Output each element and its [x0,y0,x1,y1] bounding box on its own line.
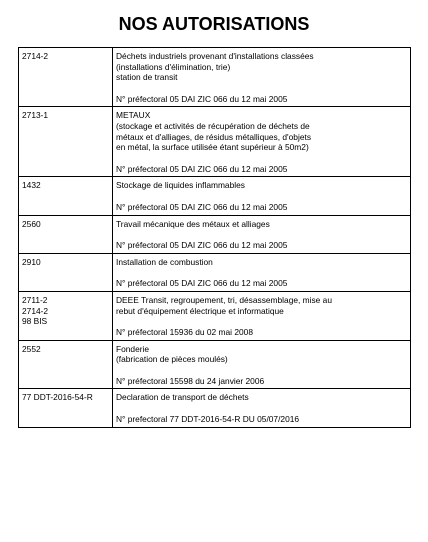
authorization-description: Stockage de liquides inflammables [116,180,245,191]
table-row [19,177,411,215]
prefectoral-reference: N° prefectoral 77 DDT-2016-54-R DU 05/07/2016 [116,414,300,425]
authorization-code: 2713-1 [19,107,113,177]
authorization-code: 2714-2 [19,48,113,107]
authorization-details [113,389,411,427]
table-row [19,215,411,253]
prefectoral-reference: N° préfectoral 05 DAI ZIC 066 du 12 mai 2005 [116,163,288,174]
prefectoral-reference: N° préfectoral 05 DAI ZIC 066 du 12 mai 2005 [116,240,288,251]
authorization-description: METAUX (stockage et activités de récupération de déchets de métaux et d'alliages, de résidus métalliques, d'objets en métal, la surface utilisée étant supérieur à 50m2) [116,110,312,153]
authorization-description: Declaration de transport de déchets [116,392,249,403]
authorization-details [113,107,411,177]
authorization-code: 1432 [19,177,113,215]
prefectoral-reference: N° préfectoral 05 DAI ZIC 066 du 12 mai 2005 [116,201,288,212]
authorization-details [113,291,411,340]
authorization-code: 2910 [19,253,113,291]
prefectoral-reference: N° préfectoral 15598 du 24 janvier 2006 [116,375,265,386]
authorization-details [113,48,411,107]
prefectoral-reference: N° préfectoral 05 DAI ZIC 066 du 12 mai 2005 [116,278,288,289]
authorization-details [113,215,411,253]
authorization-description: Fonderie (fabrication de pièces moulés) [116,343,228,365]
authorization-code: 2711-2 2714-2 98 BIS [19,291,113,340]
authorization-description: Déchets industriels provenant d'installations classées (installations d'élimination, trie) station de transit [116,51,314,83]
authorization-code: 77 DDT-2016-54-R [19,389,113,427]
authorization-details [113,340,411,389]
authorization-description: DEEE Transit, regroupement, tri, désassemblage, mise au rebut d'équipement électrique et informatique [116,294,332,316]
page-title: NOS AUTORISATIONS [118,14,310,34]
prefectoral-reference: N° préfectoral 05 DAI ZIC 066 du 12 mai 2005 [116,93,288,104]
table-row [19,340,411,389]
authorizations-table [18,47,411,428]
authorization-code: 2560 [19,215,113,253]
table-row [19,291,411,340]
table-row [19,389,411,427]
authorization-details [113,177,411,215]
authorization-description: Travail mécanique des métaux et alliages [116,218,270,229]
prefectoral-reference: N° préfectoral 15936 du 02 mai 2008 [116,327,253,338]
table-row [19,107,411,177]
table-row [19,253,411,291]
authorization-details [113,253,411,291]
authorization-code: 2552 [19,340,113,389]
authorization-description: Installation de combustion [116,256,213,267]
table-row [19,48,411,107]
